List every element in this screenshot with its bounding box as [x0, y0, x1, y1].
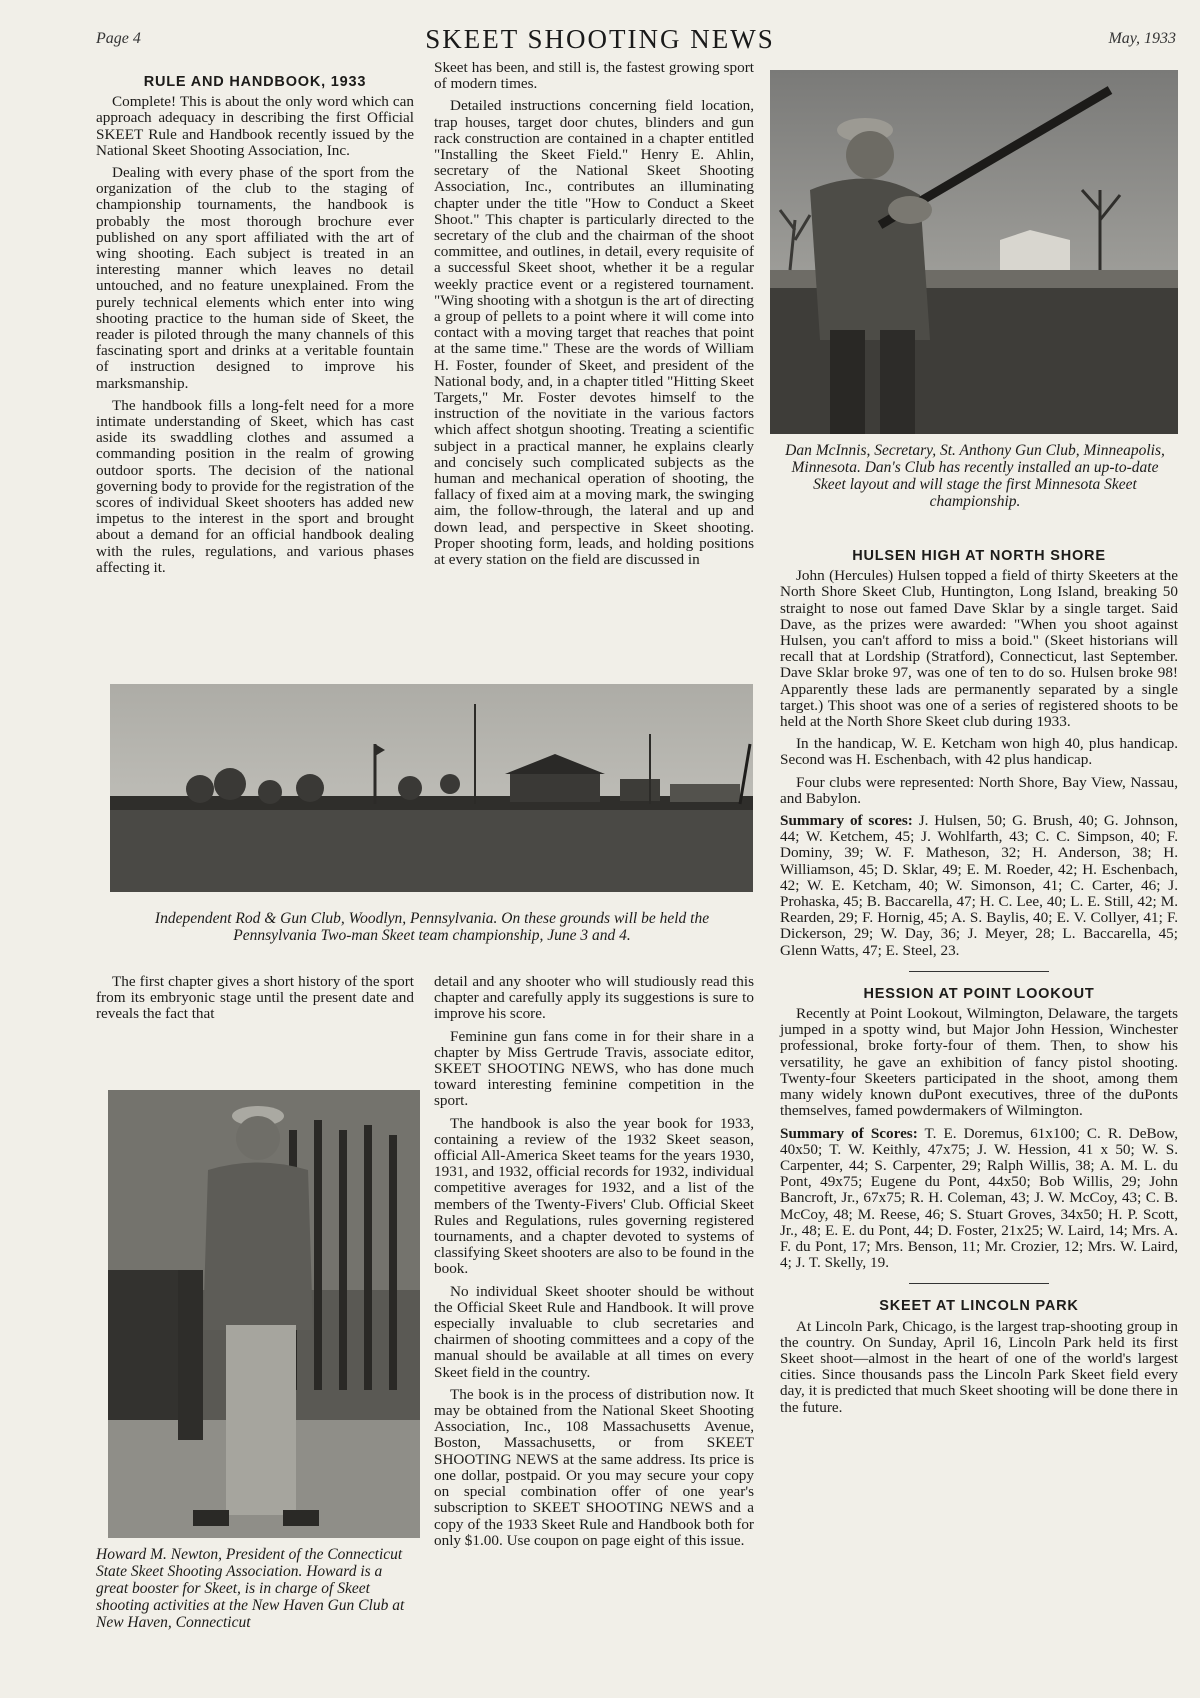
masthead-title: SKEET SHOOTING NEWS	[425, 24, 775, 54]
rulebook-paragraph-6: The first chapter gives a short history of the sport from its embryonic stage until the present date and reveals the fact that	[96, 973, 414, 1023]
hession-scores-label: Summary of Scores:	[780, 1124, 918, 1142]
club-grounds-photo-image	[110, 684, 753, 892]
hulsen-scores	[780, 813, 1178, 959]
newton-photo-image	[108, 1090, 420, 1538]
hession-paragraph-1: Recently at Point Lookout, Wilmington, Delaware, the targets jumped in a spotty wind, but Major John Hession, Winchester professional, broke forty-four of them. Then, to show his versatility, he gave an exhibition of fancy pistol shooting. Twenty-four Skeeters participated in the shoot, among them many widely known duPont executives, three of the duPonts themselves, famed powdermakers of Wilmington.	[780, 1005, 1178, 1120]
hulsen-scores-label: Summary of scores:	[780, 812, 913, 830]
club-grounds-photo	[110, 684, 753, 892]
section-divider	[909, 1283, 1049, 1284]
lincoln-paragraph-1: At Lincoln Park, Chicago, is the largest trap-shooting group in the country. On Sunday, April 16, Lincoln Park held its first Skeet shoot—almost in the heart of one of the world's largest cities. Since thousands pass the Lincoln Park Skeet field every day, it is predicted that much Skeet shooting will be done there in the future.	[780, 1317, 1178, 1416]
mcinnis-photo	[770, 70, 1178, 434]
hulsen-paragraph-2: In the handicap, W. E. Ketcham won high 40, plus handicap. Second was H. Eschenbach, with 42 plus handicap.	[780, 735, 1178, 769]
news-column-right	[780, 548, 1178, 1422]
rulebook-paragraph-2: Dealing with every phase of the sport from the organization of the club to the staging of championship tournaments, the handbook is probably the most thorough brochure ever published on any sport affiliated with the art of wing shooting. Each subject is treated in an interesting manner which leaves no detail untouched, and no feature unexplained. From the purely technical elements which enter into wing shooting practice to the human side of Skeet, the reader is piloted through the many channels of this fascinating sport and drinks at a veritable fountain of instruction designed to improve his marksmanship.	[96, 164, 414, 392]
hulsen-paragraph-3: Four clubs were represented: North Shore, Bay View, Nassau, and Babylon.	[780, 773, 1178, 807]
newton-caption: Howard M. Newton, President of the Connecticut State Skeet Shooting Association. Howard is a great booster for Skeet, is in charge of Skeet shooting activities at the New Haven Gun Club at New Haven, Connecticut	[96, 1546, 405, 1631]
rulebook-paragraph-1: Complete! This is about the only word which can approach adequacy in describing the first Official SKEET Rule and Handbook recently issued by the National Skeet Shooting Association, Inc.	[96, 93, 414, 159]
lincoln-heading: SKEET AT LINCOLN PARK	[879, 1298, 1079, 1315]
rulebook-paragraph-7: detail and any shooter who will studiously read this chapter and carefully apply its suggestions is sure to improve his score.	[434, 973, 754, 1023]
hession-scores-list: T. E. Doremus, 61x100; C. R. DeBow, 40x50; T. W. Keithly, 47x75; J. W. Hession, 41 x 50; W. S. Carpenter, 44; S. Carpenter, 29; Ralph Willis, 38; A. M. L. du Pont, 49x75; Eugene du Pont, 44x50; Bob Willis, 29; John Bancroft, Jr., 67x75; R. H. Coleman, 43; J. W. McCoy, 43; C. B. McCoy, 48; M. Reese, 46; S. Stuart Groves, 34x50; H. P. Scott, Jr., 48; E. E. du Pont, 44; D. Foster, 21x25; W. Laird, 14; Mrs. A. F. du Pont, 17; Mrs. Benson, 11; Mr. Crozier, 12; Mrs. W. Laird, 4; J. T. Skelly, 19.	[780, 1124, 1178, 1272]
hulsen-scores-list: J. Hulsen, 50; G. Brush, 40; G. Johnson, 44; W. Ketchem, 45; J. Wohlfarth, 43; C. C. Simpson, 40; F. Dominy, 39; W. F. Matheson, 32; H. Anderson, 38; H. Williamson, 45; D. Sklar, 49; E. M. Roeder, 42; H. Eschenbach, 42; W. E. Ketcham, 40; W. Simonson, 41; C. Carter, 46; J. Prohaska, 45; B. Baccarella, 47; H. C. Lee, 40; L. E. Still, 42; M. Rearden, 29; F. Hornig, 45; A. S. Baylis, 40; E. V. Collyer, 41; F. Dickerson, 29; W. Day, 36; J. Meyer, 28; L. Baccarella, 45; Glenn Watts, 47; E. Steel, 23.	[780, 812, 1179, 959]
issue-date: May, 1933	[1108, 30, 1176, 47]
rulebook-paragraph-11: The book is in the process of distribution now. It may be obtained from the National Skeet Shooting Association, Inc., 108 Massachusetts Avenue, Boston, Massachusetts, or from SKEET SHOOTING NEWS at the same address. Its price is one dollar, postpaid. Or you may secure your copy on special combination offer of one year's subscription to SKEET SHOOTING NEWS and a copy of the 1933 Skeet Rule and Handbook both for only $1.00. Use coupon on page eight of this issue.	[434, 1385, 754, 1549]
rulebook-paragraph-10: No individual Skeet shooter should be without the Official Skeet Rule and Handbook. It will prove especially invaluable to club secretaries and chairmen of shooting committees and a copy of the manual should be available at all times on every Skeet field in the country.	[434, 1282, 754, 1381]
rulebook-column-1-bottom	[96, 974, 414, 1029]
rulebook-column-2	[434, 60, 754, 574]
page-number: Page 4	[96, 30, 141, 47]
rulebook-paragraph-3: The handbook fills a long-felt need for a more intimate understanding of Skeet, which has cast aside its swaddling clothes and assumed a commanding position in the realm of growing outdoor sports. The decision of the national governing body to provide for the registration of the scores of individual Skeet shooters has added new impetus to the interest in the sport and brought about a demand for an official handbook dealing with the rules, regulations, and various phases affecting it.	[96, 396, 414, 576]
section-divider	[909, 971, 1049, 972]
hulsen-paragraph-1: John (Hercules) Hulsen topped a field of thirty Skeeters at the North Shore Skeet Club, Huntington, Long Island, breaking 50 straight to nose out famed Dave Sklar by a single target. Said Dave, as the prizes were awarded: "When you shoot against Hulsen, you can't afford to miss a boid." (Skeet historians will recall that at Lordship (Stratford), Connecticut, last September. Dave Sklar broke 97, was one of ten to do so. Hulsen broke 98! Apparently these lads are permanently separated by a single target.) This shoot was one of a series of registered shoots to be held at the North Shore Skeet club during 1933.	[780, 567, 1178, 731]
rulebook-paragraph-5: Detailed instructions concerning field location, trap houses, target door chutes, blinders and gun rack construction are contained in a chapter entitled "Installing the Skeet Field." Henry E. Ahlin, secretary of the National Skeet Shooting Association, Inc., contributes an illuminating chapter under the title "How to Conduct a Skeet Shoot." This chapter is particularly directed to the secretary of the club and the chairman of the shoot committee, and outlines, in detail, every requisite of a successful Skeet shoot, whether it be a regular weekly practice event or a registered tournament. "Wing shooting with a shotgun is the art of directing a group of pellets to a point where it will come into contact with a moving target that reaches that point at the same time." These are the words of William H. Foster, founder of Skeet, and president of the National body, and, in a chapter titled "Hitting Skeet Targets," Mr. Foster devotes himself to the instruction of the novitiate in the various factors which affect shotgun shooting. Treating a scientific subject in a practical manner, he explains clearly and concisely such complicated subjects as the human and mechanical operation of shooting, the fallacy of fixed aim at a moving mark, the swinging aim, the follow-through, the lateral and up and down lead, and perspective in Skeet shooting. Proper shooting form, leads, and holding positions at every station on the field are discussed in	[434, 97, 754, 569]
hession-scores	[780, 1126, 1178, 1272]
mcinnis-caption: Dan McInnis, Secretary, St. Anthony Gun Club, Minneapolis, Minnesota. Dan's Club has recently installed an up-to-date Skeet layout and will stage the first Minnesota Skeet championship.	[785, 442, 1165, 510]
rulebook-heading: RULE AND HANDBOOK, 1933	[143, 74, 367, 90]
hession-heading: HESSION AT POINT LOOKOUT	[863, 985, 1095, 1002]
rulebook-paragraph-9: The handbook is also the year book for 1933, containing a review of the 1932 Skeet season, official All-America Skeet teams for the years 1930, 1931, and 1932, official records for 1932, individual competitive averages for 1932, and a list of the members of the Twenty-Fivers' Club. Official Skeet Rules and Regulations, rules governing registered tournaments, and a chapter devoted to systems of classifying Skeet shooters are also to be found in the book.	[434, 1114, 754, 1278]
club-grounds-caption: Independent Rod & Gun Club, Woodlyn, Pennsylvania. On these grounds will be held the Pennsylvania Two-man Skeet team championship, June 3 and 4.	[154, 910, 710, 944]
rulebook-paragraph-8: Feminine gun fans come in for their share in a chapter by Miss Gertrude Travis, associate editor, SKEET SHOOTING NEWS, who has done much toward interesting feminine competition in the sport.	[434, 1027, 754, 1110]
newton-photo	[108, 1090, 420, 1538]
rulebook-column-2-bottom	[434, 974, 754, 1555]
rulebook-column-1	[96, 74, 414, 582]
hulsen-heading: HULSEN HIGH AT NORTH SHORE	[852, 548, 1106, 564]
rulebook-paragraph-4: Skeet has been, and still is, the fastest growing sport of modern times.	[434, 59, 754, 93]
mcinnis-photo-image	[770, 70, 1178, 434]
